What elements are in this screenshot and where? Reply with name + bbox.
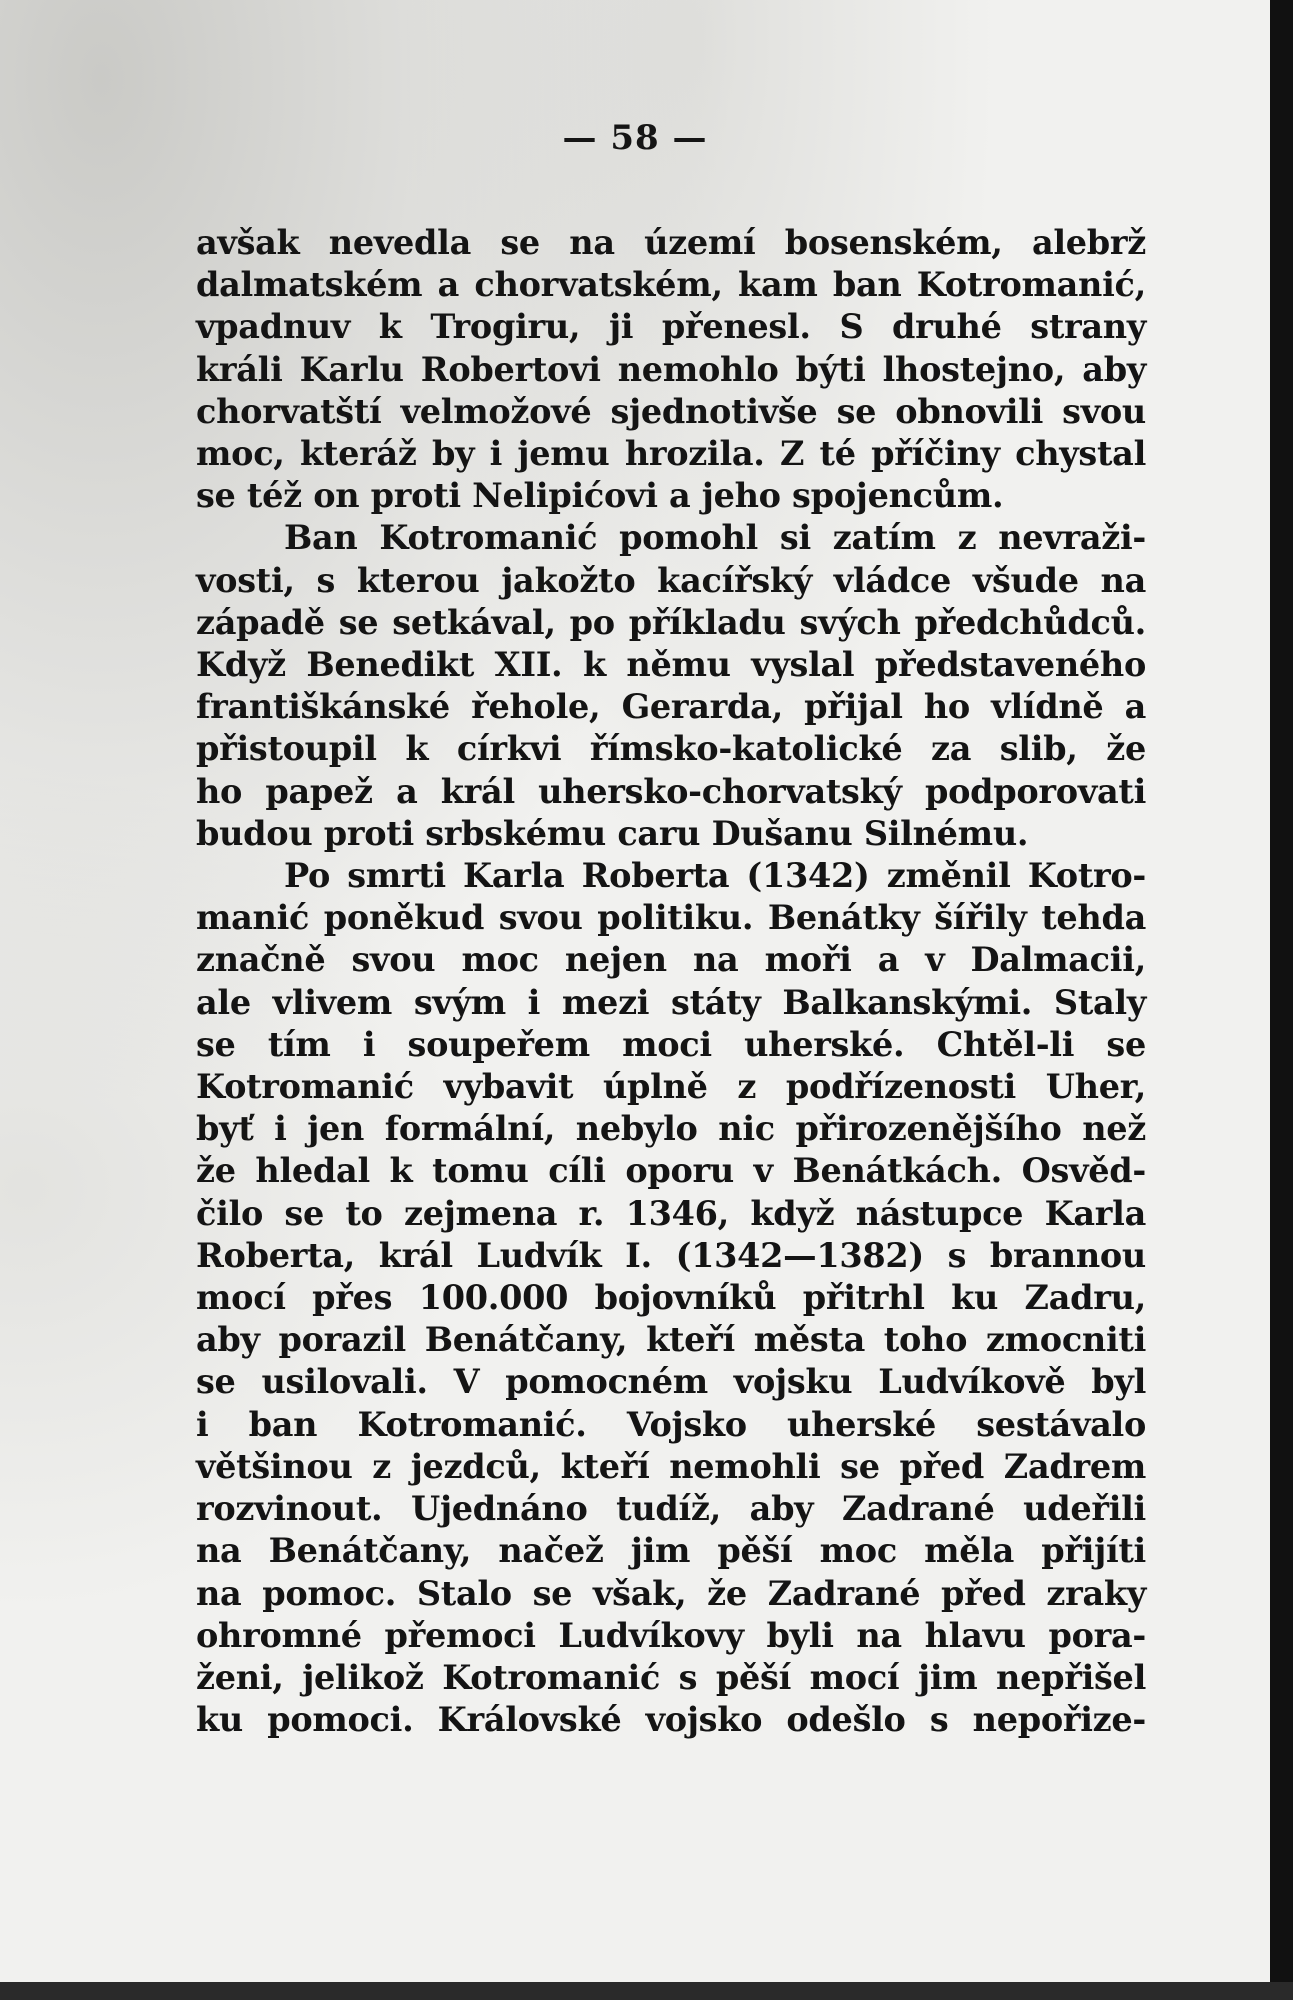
text-line: že hledal k tomu cíli oporu v Benátkách. Osvěd- <box>196 1151 1146 1191</box>
text-line: ženi, jelikož Kotromanić s pěší mocí jim nepřišel <box>196 1657 1146 1697</box>
text-line: i ban Kotromanić. Vojsko uherské sestávalo <box>196 1404 1146 1444</box>
paragraph-start-line: Ban Kotromanić pomohl si zatím z nevraži- <box>284 518 1146 558</box>
paragraph-start-line: Po smrti Karla Roberta (1342) změnil Kotro- <box>284 856 1146 896</box>
text-line: aby porazil Benátčany, kteří města toho zmocniti <box>196 1320 1146 1360</box>
scan-border-right <box>1270 0 1293 2000</box>
text-line: na pomoc. Stalo se však, že Zadrané před zraky <box>196 1573 1146 1613</box>
text-line: rozvinout. Ujednáno tudíž, aby Zadrané udeřili <box>196 1489 1146 1529</box>
text-line: františkánské řehole, Gerarda, přijal ho vlídně a <box>196 687 1146 727</box>
text-line: se tím i soupeřem moci uherské. Chtěl-li se <box>196 1024 1146 1064</box>
text-line: značně svou moc nejen na moři a v Dalmacii, <box>196 940 1146 980</box>
text-line: vpadnuv k Trogiru, ji přenesl. S druhé strany <box>196 307 1146 347</box>
text-line: přistoupil k církvi římsko-katolické za slib, že <box>196 729 1146 769</box>
text-line: ku pomoci. Královské vojsko odešlo s nepořize- <box>196 1700 1146 1740</box>
text-line: králi Karlu Robertovi nemohlo býti lhostejno, aby <box>196 349 1146 389</box>
scan-border-bottom <box>0 1982 1293 2000</box>
text-line: dalmatském a chorvatském, kam ban Kotromanić, <box>196 265 1146 305</box>
text-line: avšak nevedla se na území bosenském, alebrž <box>196 223 1146 262</box>
text-line: moc, kteráž by i jemu hrozila. Z té příčiny chystal <box>196 434 1146 474</box>
text-line: západě se setkával, po příkladu svých předchůdců. <box>196 602 1146 642</box>
text-line: se též on proti Nelipićovi a jeho spojencům. <box>196 476 1004 516</box>
text-line: ho papež a král uhersko-chorvatský podporovati <box>196 771 1146 811</box>
text-line: Roberta, král Ludvík I. (1342—1382) s brannou <box>196 1235 1146 1275</box>
text-line: ohromné přemoci Ludvíkovy byli na hlavu pora- <box>196 1615 1146 1655</box>
text-line: na Benátčany, načež jim pěší moc měla přijíti <box>196 1531 1146 1571</box>
text-line: mocí přes 100.000 bojovníků přitrhl ku Zadru, <box>196 1278 1146 1318</box>
text-line: byť i jen formální, nebylo nic přirozenějšího než <box>196 1109 1146 1149</box>
text-line: budou proti srbskému caru Dušanu Silnému. <box>196 813 1029 853</box>
text-line: čilo se to zejmena r. 1346, když nástupce Karla <box>196 1193 1146 1233</box>
text-line: chorvatští velmožové sjednotivše se obnovili svou <box>196 391 1146 431</box>
body-text <box>196 222 1146 1741</box>
text-line: se usilovali. V pomocném vojsku Ludvíkově byl <box>196 1362 1146 1402</box>
text-line: ale vlivem svým i mezi státy Balkanskými. Staly <box>196 982 1146 1022</box>
page-number: — 58 — <box>562 118 708 158</box>
text-line: manić poněkud svou politiku. Benátky šířily tehda <box>196 898 1146 938</box>
text-line: většinou z jezdců, kteří nemohli se před Zadrem <box>196 1446 1146 1486</box>
text-line: vosti, s kterou jakožto kacířský vládce všude na <box>196 560 1146 600</box>
text-line: Když Benedikt XII. k němu vyslal představeného <box>196 645 1146 685</box>
text-line: Kotromanić vybavit úplně z podřízenosti Uher, <box>196 1067 1146 1107</box>
